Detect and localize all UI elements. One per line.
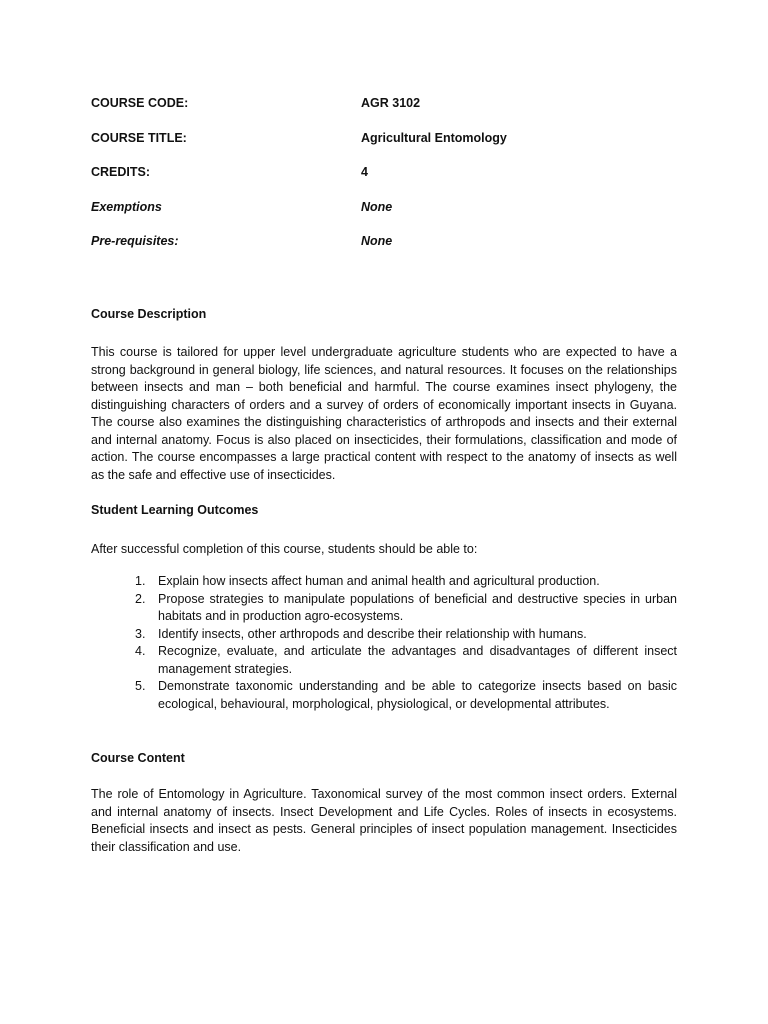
outcome-text: Propose strategies to manipulate populations of beneficial and destructive species in urban habitats and in production agro-ecosystems.: [158, 591, 677, 623]
outcome-text: Identify insects, other arthropods and describe their relationship with humans.: [158, 626, 587, 641]
course-description-text: This course is tailored for upper level undergraduate agriculture students who are expected to have a strong background in general biology, life sciences, and natural resources. It focuses on the relationships between insects and man – both beneficial and harmful. The course examines insect phylogeny, the distinguishing characters of orders and a survey of orders of economically important insects in Guyana. The course also examines the distinguishing characteristics of arthropods and insects and their external and internal anatomy. Focus is also placed on insecticides, their formulations, classification and mode of action. The course encompasses a large practical content with respect to the anatomy of insects as well as the safe and effective use of insecticides.: [91, 345, 677, 482]
course-description-heading: Course Description: [91, 307, 207, 321]
course-code-value: AGR 3102: [361, 96, 421, 110]
learning-outcomes-heading: Student Learning Outcomes: [91, 503, 259, 517]
course-code-row: [91, 94, 691, 112]
learning-outcomes-intro: After successful completion of this course, students should be able to:: [91, 542, 478, 556]
course-code-label: COURSE CODE:: [91, 96, 189, 110]
outcome-item: [91, 591, 677, 626]
course-title-row: [91, 129, 691, 147]
exemptions-row: [91, 198, 691, 216]
outcome-item: [91, 643, 677, 678]
outcome-text: Explain how insects affect human and animal health and agricultural production.: [158, 574, 600, 588]
credits-value: 4: [361, 165, 368, 179]
course-content-heading: Course Content: [91, 751, 185, 765]
outcome-item: [91, 573, 677, 591]
course-title-label: COURSE TITLE:: [91, 131, 187, 145]
course-title-value: Agricultural Entomology: [361, 131, 507, 145]
outcome-number: 5.: [135, 679, 146, 693]
learning-outcomes-list: [91, 573, 677, 713]
outcome-number: 1.: [135, 574, 146, 588]
outcome-text: Demonstrate taxonomic understanding and be able to categorize insects based on basic ecological, behavioural, morphological, physiological, or developmental attributes.: [158, 679, 677, 711]
prerequisites-label: Pre-requisites:: [91, 234, 179, 248]
prerequisites-row: [91, 232, 691, 250]
outcome-item: [91, 626, 677, 644]
outcome-number: 2.: [135, 591, 146, 606]
credits-row: [91, 163, 691, 181]
outcome-number: 4.: [135, 644, 146, 658]
course-content-text: The role of Entomology in Agriculture. Taxonomical survey of the most common insect orders. External and internal anatomy of insects. Insect Development and Life Cycles. Roles of insects in ecosystems. Beneficial insects and insect as pests. General principles of insect population management. Insecticides their classification and use.: [91, 787, 677, 854]
outcome-number: 3.: [135, 626, 146, 641]
prerequisites-value: None: [361, 234, 393, 248]
outcome-item: [91, 678, 677, 713]
credits-label: CREDITS:: [91, 165, 151, 179]
exemptions-value: None: [361, 200, 393, 214]
exemptions-label: Exemptions: [91, 200, 162, 214]
outcome-text: Recognize, evaluate, and articulate the advantages and disadvantages of different insect management strategies.: [158, 644, 677, 676]
